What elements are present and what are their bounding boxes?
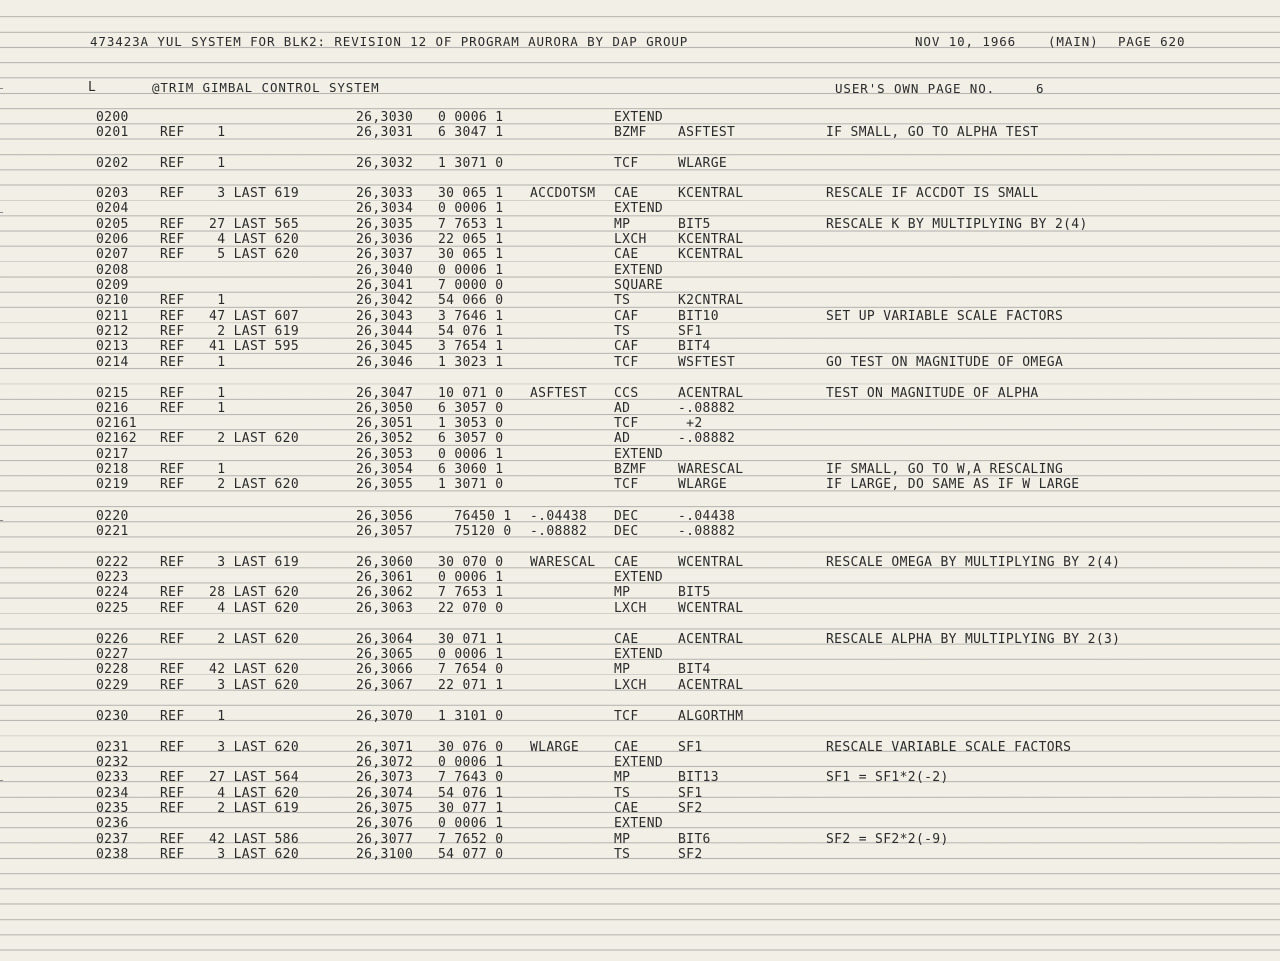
line-label: WARESCAL xyxy=(530,555,596,570)
line-comment: TEST ON MAGNITUDE OF ALPHA xyxy=(826,386,1039,401)
line-num: 0223 xyxy=(96,570,129,585)
line-operand: WARESCAL xyxy=(678,462,744,477)
line-code: 0 0006 1 xyxy=(438,201,504,216)
line-addr: 26,3071 xyxy=(356,740,414,755)
line-operand: SF1 xyxy=(678,740,703,755)
line-op: EXTEND xyxy=(614,570,664,585)
line-num: 0236 xyxy=(96,816,129,831)
line-num: 0237 xyxy=(96,832,129,847)
line-num: 02162 xyxy=(96,431,137,446)
line-ref: REF 1 xyxy=(160,355,226,370)
line-addr: 26,3074 xyxy=(356,786,414,801)
line-op: TS xyxy=(614,847,631,862)
line-ref: REF 42 LAST 620 xyxy=(160,662,300,677)
line-ref: REF 4 LAST 620 xyxy=(160,786,300,801)
line-operand: KCENTRAL xyxy=(678,232,744,247)
line-op: MP xyxy=(614,770,631,785)
listing-title: 473423A YUL SYSTEM FOR BLK2: REVISION 12 OF PROGRAM AURORA BY DAP GROUP xyxy=(90,34,689,49)
line-operand: KCENTRAL xyxy=(678,247,744,262)
line-num: 0224 xyxy=(96,585,129,600)
line-comment: IF LARGE, DO SAME AS IF W LARGE xyxy=(826,477,1080,492)
line-operand: ACENTRAL xyxy=(678,678,744,693)
line-num: 0234 xyxy=(96,786,129,801)
log-section-title: @TRIM GIMBAL CONTROL SYSTEM xyxy=(152,80,380,95)
log-section-label: L xyxy=(88,80,97,95)
line-num: 0222 xyxy=(96,555,129,570)
line-addr: 26,3047 xyxy=(356,386,414,401)
line-code: 7 7653 1 xyxy=(438,217,504,232)
line-operand: BIT4 xyxy=(678,662,711,677)
line-op: BZMF xyxy=(614,125,647,140)
line-op: MP xyxy=(614,832,631,847)
line-op: AD xyxy=(614,401,631,416)
line-addr: 26,3042 xyxy=(356,293,414,308)
line-ref: REF 27 LAST 565 xyxy=(160,217,300,232)
line-num: 0204 xyxy=(96,201,129,216)
line-code: 7 7653 1 xyxy=(438,585,504,600)
line-op: EXTEND xyxy=(614,755,664,770)
users-page-number: 6 xyxy=(1036,81,1045,96)
line-op: EXTEND xyxy=(614,816,664,831)
line-num: 0210 xyxy=(96,293,129,308)
line-ref: REF 28 LAST 620 xyxy=(160,585,300,600)
line-num: 0202 xyxy=(96,156,129,171)
line-op: MP xyxy=(614,217,631,232)
line-op: TS xyxy=(614,786,631,801)
line-code: 22 065 1 xyxy=(438,232,504,247)
line-num: 0231 xyxy=(96,740,129,755)
line-addr: 26,3077 xyxy=(356,832,414,847)
line-code: 76450 1 xyxy=(438,509,512,524)
line-operand: BIT10 xyxy=(678,309,719,324)
line-num: 0205 xyxy=(96,217,129,232)
line-ref: REF 3 LAST 620 xyxy=(160,847,300,862)
line-op: TCF xyxy=(614,709,639,724)
line-operand: -.08882 xyxy=(678,524,736,539)
line-op: TCF xyxy=(614,416,639,431)
line-num: 0203 xyxy=(96,186,129,201)
line-ref: REF 4 LAST 620 xyxy=(160,601,300,616)
line-addr: 26,3070 xyxy=(356,709,414,724)
punch-mark xyxy=(0,88,3,89)
line-op: CAE xyxy=(614,801,639,816)
line-code: 7 7652 0 xyxy=(438,832,504,847)
line-ref: REF 3 LAST 619 xyxy=(160,555,300,570)
line-ref: REF 2 LAST 620 xyxy=(160,477,300,492)
line-code: 54 076 1 xyxy=(438,786,504,801)
line-num: 0221 xyxy=(96,524,129,539)
line-addr: 26,3066 xyxy=(356,662,414,677)
line-op: CCS xyxy=(614,386,639,401)
line-addr: 26,3045 xyxy=(356,339,414,354)
line-addr: 26,3063 xyxy=(356,601,414,616)
line-code: 3 7654 1 xyxy=(438,339,504,354)
line-op: EXTEND xyxy=(614,201,664,216)
line-num: 0225 xyxy=(96,601,129,616)
line-op: BZMF xyxy=(614,462,647,477)
line-addr: 26,3055 xyxy=(356,477,414,492)
line-addr: 26,3040 xyxy=(356,263,414,278)
line-num: 0226 xyxy=(96,632,129,647)
line-num: 0207 xyxy=(96,247,129,262)
line-op: CAE xyxy=(614,186,639,201)
line-code: 7 7654 0 xyxy=(438,662,504,677)
line-code: 30 076 0 xyxy=(438,740,504,755)
line-num: 0229 xyxy=(96,678,129,693)
line-operand: WSFTEST xyxy=(678,355,736,370)
line-addr: 26,3072 xyxy=(356,755,414,770)
line-num: 0235 xyxy=(96,801,129,816)
line-num: 0233 xyxy=(96,770,129,785)
line-addr: 26,3061 xyxy=(356,570,414,585)
line-addr: 26,3052 xyxy=(356,431,414,446)
line-code: 1 3023 1 xyxy=(438,355,504,370)
line-operand: WCENTRAL xyxy=(678,555,744,570)
line-ref: REF 41 LAST 595 xyxy=(160,339,300,354)
line-addr: 26,3100 xyxy=(356,847,414,862)
line-code: 10 071 0 xyxy=(438,386,504,401)
line-comment: RESCALE ALPHA BY MULTIPLYING BY 2(3) xyxy=(826,632,1121,647)
line-operand: SF1 xyxy=(678,786,703,801)
line-num: 0213 xyxy=(96,339,129,354)
punch-mark xyxy=(0,520,3,521)
line-operand: WLARGE xyxy=(678,477,728,492)
line-operand: -.08882 xyxy=(678,431,736,446)
line-operand: K2CNTRAL xyxy=(678,293,744,308)
line-ref: REF 2 LAST 619 xyxy=(160,801,300,816)
line-addr: 26,3057 xyxy=(356,524,414,539)
line-op: TS xyxy=(614,293,631,308)
line-op: TS xyxy=(614,324,631,339)
line-comment: IF SMALL, GO TO ALPHA TEST xyxy=(826,125,1039,140)
line-operand: -.08882 xyxy=(678,401,736,416)
line-code: 0 0006 1 xyxy=(438,755,504,770)
line-op: AD xyxy=(614,431,631,446)
line-ref: REF 5 LAST 620 xyxy=(160,247,300,262)
line-addr: 26,3030 xyxy=(356,110,414,125)
line-ref: REF 2 LAST 620 xyxy=(160,431,300,446)
line-ref: REF 1 xyxy=(160,709,226,724)
line-num: 0208 xyxy=(96,263,129,278)
line-num: 0206 xyxy=(96,232,129,247)
line-ref: REF 1 xyxy=(160,156,226,171)
line-code: 30 070 0 xyxy=(438,555,504,570)
punch-mark xyxy=(0,780,3,781)
line-operand: BIT5 xyxy=(678,217,711,232)
line-ref: REF 1 xyxy=(160,293,226,308)
line-addr: 26,3060 xyxy=(356,555,414,570)
line-addr: 26,3034 xyxy=(356,201,414,216)
line-addr: 26,3032 xyxy=(356,156,414,171)
line-label: ACCDOTSM xyxy=(530,186,596,201)
line-num: 0209 xyxy=(96,278,129,293)
punch-mark xyxy=(0,212,3,213)
line-op: CAF xyxy=(614,339,639,354)
line-addr: 26,3035 xyxy=(356,217,414,232)
line-code: 22 070 0 xyxy=(438,601,504,616)
line-operand: +2 xyxy=(678,416,703,431)
line-op: CAE xyxy=(614,247,639,262)
line-op: TCF xyxy=(614,355,639,370)
line-addr: 26,3031 xyxy=(356,125,414,140)
listing-section: (MAIN) xyxy=(1048,34,1099,49)
line-num: 0217 xyxy=(96,447,129,462)
line-code: 30 065 1 xyxy=(438,247,504,262)
line-num: 0201 xyxy=(96,125,129,140)
line-op: CAE xyxy=(614,740,639,755)
line-code: 1 3071 0 xyxy=(438,477,504,492)
line-code: 75120 0 xyxy=(438,524,512,539)
line-ref: REF 2 LAST 619 xyxy=(160,324,300,339)
line-operand: WLARGE xyxy=(678,156,728,171)
line-addr: 26,3053 xyxy=(356,447,414,462)
line-code: 30 077 1 xyxy=(438,801,504,816)
line-addr: 26,3073 xyxy=(356,770,414,785)
line-addr: 26,3076 xyxy=(356,816,414,831)
line-code: 7 7643 0 xyxy=(438,770,504,785)
line-code: 0 0006 1 xyxy=(438,647,504,662)
line-comment: RESCALE VARIABLE SCALE FACTORS xyxy=(826,740,1072,755)
line-num: 0228 xyxy=(96,662,129,677)
line-op: MP xyxy=(614,662,631,677)
line-addr: 26,3044 xyxy=(356,324,414,339)
line-op: MP xyxy=(614,585,631,600)
line-addr: 26,3036 xyxy=(356,232,414,247)
line-ref: REF 47 LAST 607 xyxy=(160,309,300,324)
line-code: 54 077 0 xyxy=(438,847,504,862)
line-op: LXCH xyxy=(614,601,647,616)
line-label: WLARGE xyxy=(530,740,580,755)
line-operand: ACENTRAL xyxy=(678,386,744,401)
line-comment: SF1 = SF1*2(-2) xyxy=(826,770,949,785)
line-num: 0216 xyxy=(96,401,129,416)
line-code: 22 071 1 xyxy=(438,678,504,693)
line-num: 0230 xyxy=(96,709,129,724)
line-addr: 26,3067 xyxy=(356,678,414,693)
line-label: -.08882 xyxy=(530,524,588,539)
line-comment: SF2 = SF2*2(-9) xyxy=(826,832,949,847)
line-ref: REF 3 LAST 620 xyxy=(160,740,300,755)
line-op: CAF xyxy=(614,309,639,324)
page-number: PAGE 620 xyxy=(1118,34,1186,49)
line-addr: 26,3054 xyxy=(356,462,414,477)
line-num: 0211 xyxy=(96,309,129,324)
line-code: 0 0006 1 xyxy=(438,816,504,831)
line-operand: SF2 xyxy=(678,801,703,816)
line-ref: REF 1 xyxy=(160,125,226,140)
line-op: TCF xyxy=(614,477,639,492)
line-op: EXTEND xyxy=(614,263,664,278)
line-operand: SF2 xyxy=(678,847,703,862)
line-num: 0215 xyxy=(96,386,129,401)
line-addr: 26,3043 xyxy=(356,309,414,324)
line-op: CAE xyxy=(614,632,639,647)
line-operand: ASFTEST xyxy=(678,125,736,140)
line-num: 0238 xyxy=(96,847,129,862)
line-code: 30 071 1 xyxy=(438,632,504,647)
line-op: LXCH xyxy=(614,232,647,247)
line-op: CAE xyxy=(614,555,639,570)
line-code: 1 3071 0 xyxy=(438,156,504,171)
line-addr: 26,3037 xyxy=(356,247,414,262)
line-addr: 26,3062 xyxy=(356,585,414,600)
line-operand: BIT13 xyxy=(678,770,719,785)
line-code: 1 3101 0 xyxy=(438,709,504,724)
line-num: 02161 xyxy=(96,416,137,431)
line-ref: REF 4 LAST 620 xyxy=(160,232,300,247)
line-op: SQUARE xyxy=(614,278,664,293)
line-comment: RESCALE OMEGA BY MULTIPLYING BY 2(4) xyxy=(826,555,1121,570)
line-comment: GO TEST ON MAGNITUDE OF OMEGA xyxy=(826,355,1064,370)
line-addr: 26,3033 xyxy=(356,186,414,201)
line-operand: WCENTRAL xyxy=(678,601,744,616)
line-ref: REF 1 xyxy=(160,401,226,416)
line-operand: ACENTRAL xyxy=(678,632,744,647)
line-op: EXTEND xyxy=(614,110,664,125)
line-code: 6 3060 1 xyxy=(438,462,504,477)
line-operand: SF1 xyxy=(678,324,703,339)
line-code: 6 3057 0 xyxy=(438,431,504,446)
line-op: EXTEND xyxy=(614,447,664,462)
line-num: 0220 xyxy=(96,509,129,524)
line-code: 54 066 0 xyxy=(438,293,504,308)
line-num: 0227 xyxy=(96,647,129,662)
line-code: 6 3047 1 xyxy=(438,125,504,140)
line-code: 0 0006 1 xyxy=(438,110,504,125)
line-op: EXTEND xyxy=(614,647,664,662)
line-num: 0200 xyxy=(96,110,129,125)
line-ref: REF 3 LAST 619 xyxy=(160,186,300,201)
line-ref: REF 2 LAST 620 xyxy=(160,632,300,647)
line-code: 6 3057 0 xyxy=(438,401,504,416)
line-addr: 26,3056 xyxy=(356,509,414,524)
line-operand: ALGORTHM xyxy=(678,709,744,724)
line-addr: 26,3075 xyxy=(356,801,414,816)
line-code: 1 3053 0 xyxy=(438,416,504,431)
line-comment: SET UP VARIABLE SCALE FACTORS xyxy=(826,309,1064,324)
line-op: TCF xyxy=(614,156,639,171)
line-comment: RESCALE IF ACCDOT IS SMALL xyxy=(826,186,1039,201)
line-op: DEC xyxy=(614,524,639,539)
line-ref: REF 1 xyxy=(160,386,226,401)
line-comment: RESCALE K BY MULTIPLYING BY 2(4) xyxy=(826,217,1088,232)
line-ref: REF 42 LAST 586 xyxy=(160,832,300,847)
line-addr: 26,3065 xyxy=(356,647,414,662)
line-ref: REF 3 LAST 620 xyxy=(160,678,300,693)
line-operand: KCENTRAL xyxy=(678,186,744,201)
line-operand: BIT4 xyxy=(678,339,711,354)
line-comment: IF SMALL, GO TO W,A RESCALING xyxy=(826,462,1064,477)
line-label: ASFTEST xyxy=(530,386,588,401)
line-code: 3 7646 1 xyxy=(438,309,504,324)
line-addr: 26,3041 xyxy=(356,278,414,293)
line-code: 54 076 1 xyxy=(438,324,504,339)
line-code: 0 0006 1 xyxy=(438,447,504,462)
line-num: 0232 xyxy=(96,755,129,770)
line-num: 0219 xyxy=(96,477,129,492)
line-addr: 26,3046 xyxy=(356,355,414,370)
line-op: LXCH xyxy=(614,678,647,693)
listing-date: NOV 10, 1966 xyxy=(915,34,1017,49)
line-num: 0218 xyxy=(96,462,129,477)
line-addr: 26,3064 xyxy=(356,632,414,647)
line-code: 7 0000 0 xyxy=(438,278,504,293)
line-label: -.04438 xyxy=(530,509,588,524)
line-ref: REF 27 LAST 564 xyxy=(160,770,300,785)
line-operand: BIT6 xyxy=(678,832,711,847)
line-ref: REF 1 xyxy=(160,462,226,477)
line-addr: 26,3050 xyxy=(356,401,414,416)
line-code: 0 0006 1 xyxy=(438,263,504,278)
line-code: 30 065 1 xyxy=(438,186,504,201)
line-num: 0212 xyxy=(96,324,129,339)
line-code: 0 0006 1 xyxy=(438,570,504,585)
line-num: 0214 xyxy=(96,355,129,370)
line-op: DEC xyxy=(614,509,639,524)
line-operand: -.04438 xyxy=(678,509,736,524)
line-operand: BIT5 xyxy=(678,585,711,600)
users-page-label: USER'S OWN PAGE NO. xyxy=(835,81,996,96)
line-addr: 26,3051 xyxy=(356,416,414,431)
